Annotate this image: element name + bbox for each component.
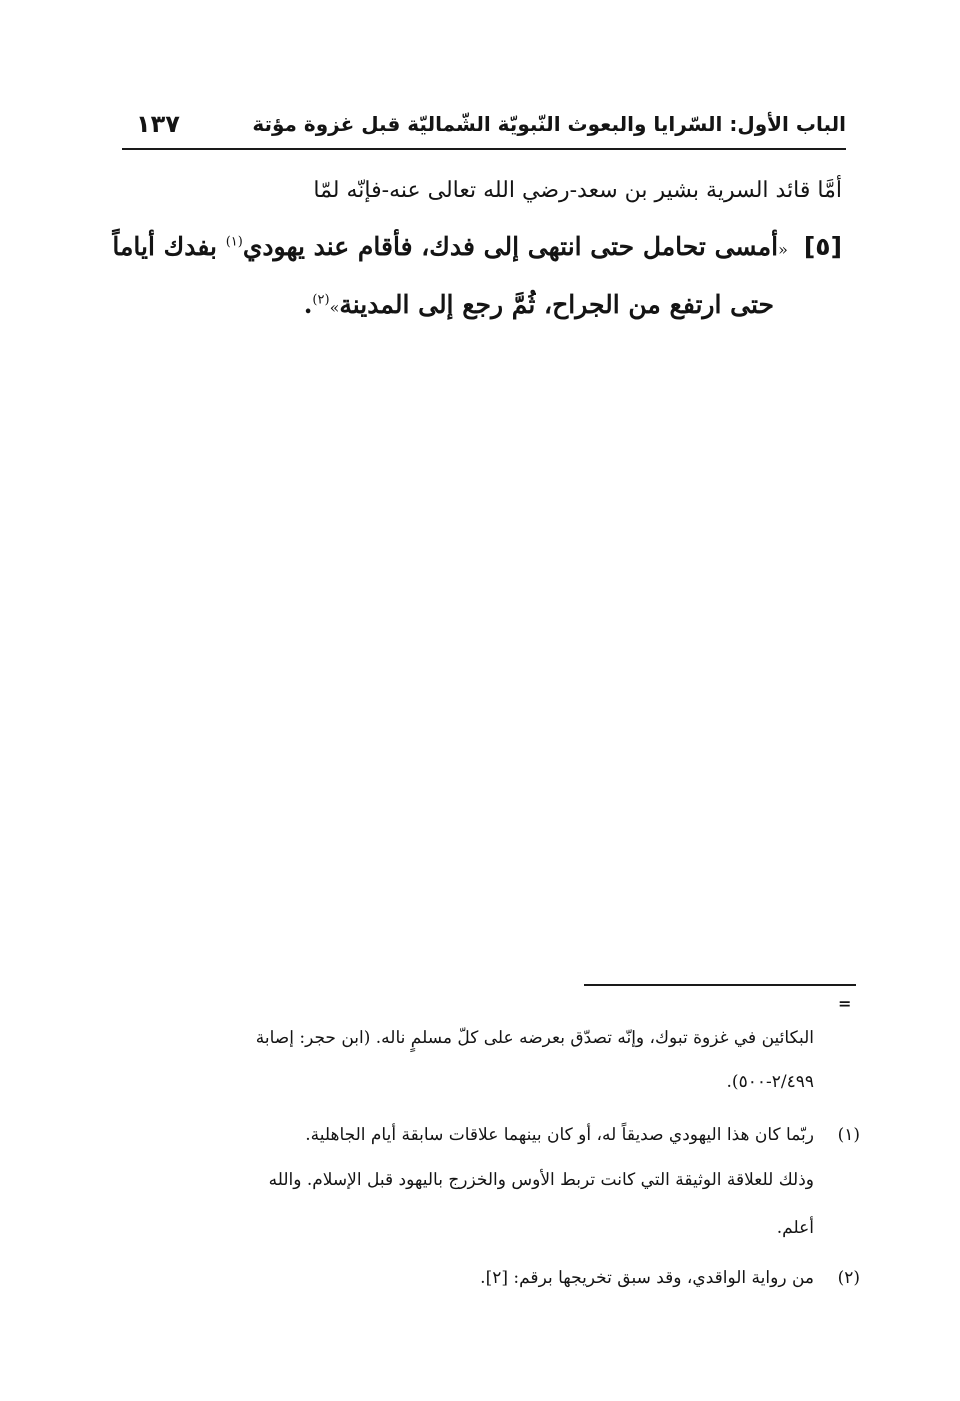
page-header — [122, 108, 846, 150]
continuation-mark: = — [838, 994, 852, 1013]
quoted-text-part-2: بفدك أياماً — [112, 232, 226, 261]
footnote-2-line-1 — [480, 1268, 860, 1288]
narration-number-marker: [٥] — [803, 232, 842, 261]
footnote-1-line-3: أعلم. — [776, 1218, 814, 1238]
footnote-continuation-line-1: البكائين في غزوة تبوك، وإنّه تصدّق بعرضه على كلّ مسلمٍ ناله. (ابن حجر: إصابة — [255, 1028, 814, 1048]
sentence-end: . — [303, 290, 313, 319]
footnote-ref-1: (١) — [225, 234, 243, 250]
footnote-1-text: ربّما كان هذا اليهودي صديقاً له، أو كان بينهما علاقات سابقة أيام الجاهلية. — [305, 1125, 814, 1145]
quoted-text-part-3: حتى ارتفع من الجراح، ثُمَّ رجع إلى المدينة — [339, 290, 774, 319]
body-line-1: أمَّا قائد السرية بشير بن سعد-رضي الله تعالى عنه-فإنّه لمّا — [313, 178, 842, 203]
quoted-text-part-1: أمسى تحامل حتى انتهى إلى فدك، فأقام عند يهودي — [242, 232, 779, 261]
chapter-title: الباب الأول: السّرايا والبعوث النّبويّة الشّماليّة قبل غزوة مؤتة — [252, 112, 846, 136]
footnote-ref-2: (٢) — [312, 292, 330, 308]
footnote-2-text: من رواية الواقدي، وقد سبق تخريجها برقم: [٢]. — [480, 1268, 814, 1288]
body-line-3 — [304, 290, 774, 319]
close-quote: » — [329, 298, 340, 317]
footnote-1-number: (١) — [837, 1125, 860, 1145]
body-line-2 — [112, 232, 842, 261]
footnote-1-line-2: وذلك للعلاقة الوثيقة التي كانت تربط الأوس والخزرج باليهود قبل الإسلام. والله — [268, 1170, 814, 1190]
page-number: ١٣٧ — [136, 110, 180, 138]
open-quote: « — [778, 240, 788, 259]
footnote-continuation-line-2: ٢/٤٩٩-٥٠٠). — [726, 1072, 814, 1092]
footnote-2-number: (٢) — [837, 1268, 860, 1288]
footnote-separator — [584, 984, 856, 986]
footnote-1-line-1 — [305, 1125, 860, 1145]
